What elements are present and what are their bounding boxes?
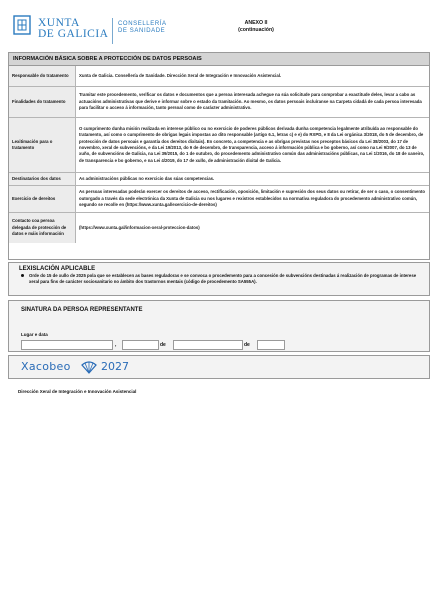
comma-separator: , [115, 342, 117, 348]
row-label: Contacto coa persoa delegada de protección de datos e máis información [9, 213, 76, 244]
footer-directorate: Dirección Xeral de Integración e Innovación Asistencial [18, 389, 137, 394]
anexo-line-2: (continuación) [238, 27, 274, 33]
data-protection-table [9, 66, 429, 243]
xunta-shield-icon [12, 14, 36, 44]
applicable-legislation-section [8, 262, 430, 296]
xacobeo-year: 2027 [101, 360, 129, 373]
signature-section [8, 300, 430, 352]
logo-line-2: DE GALICIA [38, 28, 109, 40]
data-protection-section [8, 52, 430, 260]
conselleria-line-2: DE SANIDADE [118, 28, 166, 34]
row-value: Xunta de Galicia. Consellería de Sanidade. Dirección Xeral de Integración e Innovación Asistencial. [76, 66, 430, 87]
logo-line-1: XUNTA [38, 17, 80, 29]
anexo-label [236, 20, 276, 34]
row-value: O cumprimento dunha misión realizada en interese público ou no exercicio de poderes públicos derivada dunha competencia legalmente atribuída ao responsable do tratamento, así como o cumprimento de obrigas legais impostas ao dito responsable (artigo 6.1, letras c) e e) do RXPD, e 8 da Lei orgánica 3/2018, do 5 de decembro, de protección de datos persoais e garantía dos dereitos dixitais). En concreto, a competencia e as obrigas previstas nos preceptos básicos da Lei 38/2003, do 17 de novembro, xeral de subvencións, e da Lei 19/2013, do 9 de decembro, de transparencia, acceso á información pública e bo goberno, así como na Lei 9/2007, do 13 de xuño, de subvencións de Galicia, na Lei 39/2015, do 1 de outubro, do procedemento administrativo común das administracións públicas, na Lei 1/2016, do 18 de xaneiro, de transparencia e bo goberno, e na Lei 4/2019, do 17 de xullo, de administración dixital de Galicia. [76, 118, 430, 173]
table-row [9, 66, 429, 87]
year-field[interactable] [257, 340, 285, 350]
de-separator-1: de [160, 342, 166, 348]
anexo-line-1: ANEXO II [244, 20, 268, 26]
xacobeo-wordmark: Xacobeo [21, 360, 71, 373]
row-value: Tramitar este procedemento, verificar os datos e documentos que a persoa interesada achegue na súa solicitude para comprobar a exactitude deles, levar a cabo as actuacións administrativas que derive e informar sobre o estado da tramitación. Ao mesmo, os datos persoais incluíranse na Carpeta cidadá de cada persoa interesada para facilitar o acceso á información, tanto persoal como de carácter administrativo. [76, 87, 430, 118]
row-value: As administracións públicas no exercicio das súas competencias. [76, 173, 430, 186]
legislation-title: LEXISLACIÓN APLICABLE [19, 266, 96, 272]
day-field[interactable] [122, 340, 159, 350]
row-label: Destinatarios dos datos [9, 173, 76, 186]
data-protection-title: INFORMACIÓN BÁSICA SOBRE A PROTECCIÓN DE DATOS PERSOAIS [9, 53, 429, 66]
bullet-icon [21, 274, 24, 277]
conselleria-label [118, 21, 167, 35]
legislation-item [9, 272, 429, 286]
place-date-label: Lugar e data [21, 332, 48, 337]
month-field[interactable] [173, 340, 243, 350]
xunta-logo [12, 14, 110, 48]
de-separator-2: de [244, 342, 250, 348]
conselleria-line-1: CONSELLERÍA [118, 21, 167, 27]
table-row [9, 186, 429, 213]
table-row [9, 87, 429, 118]
row-value: As persoas interesadas poderán exercer os dereitos de acceso, rectificación, oposición, limitación e supresión dos seus datos ou retirar, de ser o caso, o consentimento outorgado a través da sede electrónica da Xunta de Galicia ou nos lugares e rexistros establecidos na normativa reguladora do procedemento administrativo común, segundo se recolle en (https://www.xunta.gal/exercicio-de-dereitos) [76, 186, 430, 213]
signature-title: SINATURA DA PERSOA REPRESENTANTE [21, 307, 143, 313]
document-header [12, 14, 432, 50]
xacobeo-banner [8, 355, 430, 379]
table-row [9, 118, 429, 173]
scallop-shell-icon [81, 361, 97, 374]
row-label: Finalidades do tratamento [9, 87, 76, 118]
row-label: Lexitimación para o tratamento [9, 118, 76, 173]
table-row [9, 173, 429, 186]
place-field[interactable] [21, 340, 113, 350]
row-value: (https://www.xunta.gal/informacion-xeral-proteccion-datos) [79, 224, 200, 230]
row-label: Exercicio de dereitos [9, 186, 76, 213]
table-row [9, 213, 429, 244]
row-label: Responsable do tratamento [9, 66, 76, 87]
legislation-text: Orde do 15 de xullo de 2025 pola que se establecen as bases reguladoras e se convoca o procedemento para a concesión de subvencións destinadas á realización de programas de interese xeral para fins de carácter sociosanitario no ámbito dos trastornos mentais (código de procedemento SA555A). [29, 273, 417, 285]
logo-divider [112, 18, 113, 44]
